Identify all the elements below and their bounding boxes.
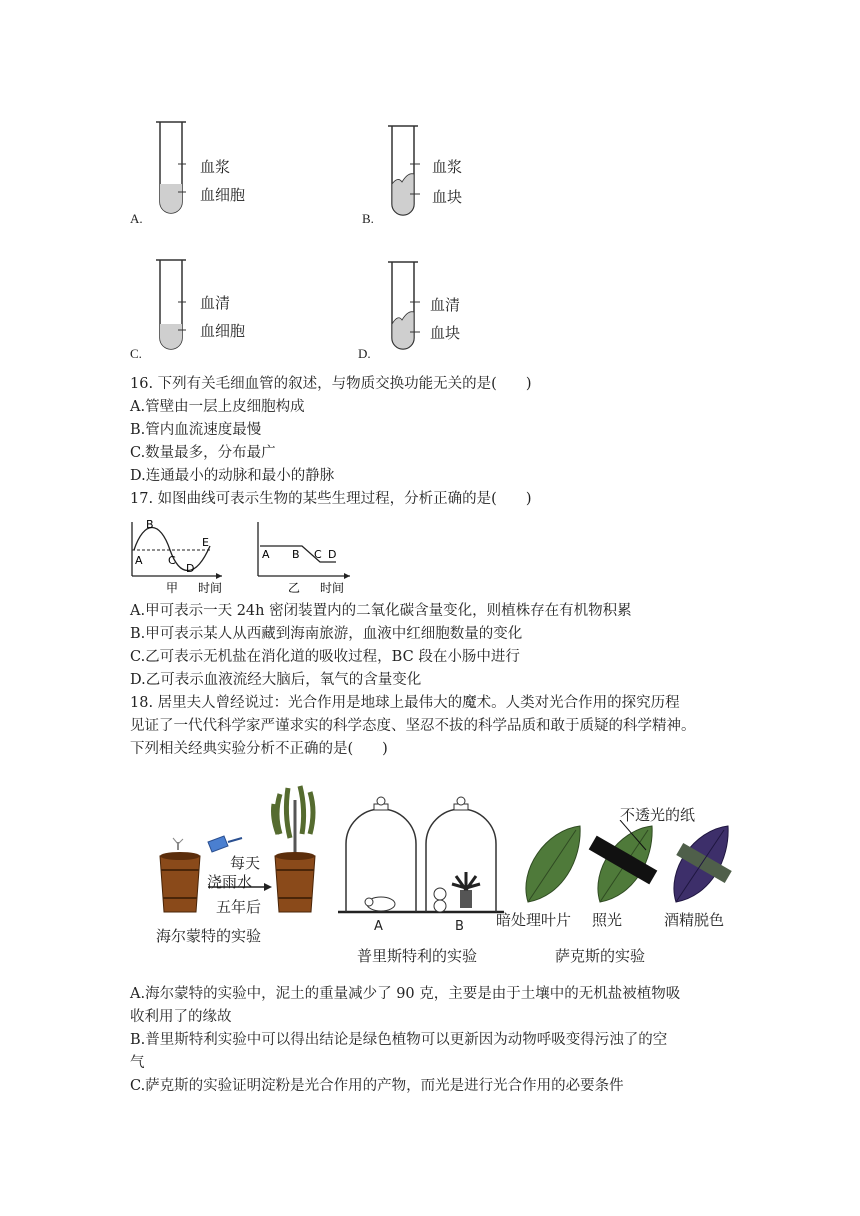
test-tube-icon: [150, 118, 200, 218]
graph-name: 甲: [166, 581, 179, 595]
curve-graphs: [124, 516, 364, 598]
question-18-option-b-line-1[interactable]: B.普里斯特利实验中可以得出结论是绿色植物可以更新因为动物呼吸变得污浊了的空: [130, 1032, 668, 1048]
jar-a-label: A: [374, 919, 383, 934]
sachs-step-1: 暗处理叶片: [496, 911, 572, 929]
jar-b-label: B: [455, 919, 464, 934]
test-tube-icon: [150, 256, 200, 356]
helmont-label-1: 每天: [230, 854, 261, 872]
tube-d-lower-label: 血块: [430, 324, 461, 342]
option-letter: C.: [130, 346, 142, 361]
sachs-figure: [516, 820, 746, 910]
question-16-option-a[interactable]: A.管壁由一层上皮细胞构成: [130, 399, 305, 415]
point-label: D: [186, 562, 195, 575]
question-18-option-a-line-2[interactable]: 收利用了的缘故: [130, 1009, 232, 1025]
tube-c-lower-label: 血细胞: [200, 322, 246, 340]
point-label: D: [328, 548, 337, 561]
sachs-step-3: 酒精脱色: [664, 911, 725, 929]
helmont-caption: 海尔蒙特的实验: [156, 927, 262, 945]
option-letter: D.: [358, 346, 371, 361]
question-17-option-d[interactable]: D.乙可表示血液流经大脑后，氧气的含量变化: [130, 672, 422, 688]
point-label: C: [168, 554, 176, 567]
sachs-step-2: 照光: [592, 911, 623, 929]
tube-a-lower-label: 血细胞: [200, 186, 246, 204]
question-18-option-c[interactable]: C.萨克斯的实验证明淀粉是光合作用的产物，而光是进行光合作用的必要条件: [130, 1078, 624, 1094]
point-label: B: [146, 518, 154, 531]
option-letter: A.: [130, 211, 143, 226]
graph-name: 乙: [288, 581, 301, 595]
tube-b-lower-label: 血块: [432, 188, 463, 206]
question-17-option-b[interactable]: B.甲可表示某人从西藏到海南旅游，血液中红细胞数量的变化: [130, 626, 523, 642]
question-18-stem-line-3: 下列相关经典实验分析不正确的是( ): [130, 741, 388, 757]
sachs-caption: 萨克斯的实验: [555, 947, 646, 965]
question-17-option-c[interactable]: C.乙可表示无机盐在消化道的吸收过程，BC 段在小肠中进行: [130, 649, 520, 665]
question-18-option-a-line-1[interactable]: A.海尔蒙特的实验中，泥土的重量减少了 90 克，主要是由于土壤中的无机盐被植物吸: [130, 986, 681, 1002]
option-letter: B.: [362, 211, 374, 226]
tube-a-upper-label: 血浆: [200, 158, 231, 176]
test-tube-icon: [382, 258, 432, 358]
question-16-option-c[interactable]: C.数量最多，分布最广: [130, 445, 276, 461]
point-label: A: [262, 548, 270, 561]
question-16-option-b[interactable]: B.管内血流速度最慢: [130, 422, 262, 438]
question-16-stem: 16. 下列有关毛细血管的叙述，与物质交换功能无关的是( ): [130, 376, 532, 392]
tube-b-upper-label: 血浆: [432, 158, 463, 176]
tube-c-upper-label: 血清: [200, 294, 231, 312]
point-label: B: [292, 548, 300, 561]
question-18-stem-line-2: 见证了一代代科学家严谨求实的科学态度、坚忍不拔的科学品质和敢于质疑的科学精神。: [130, 718, 696, 734]
question-17-option-a[interactable]: A.甲可表示一天 24h 密闭装置内的二氧化碳含量变化，则植株存在有机物积累: [130, 603, 632, 619]
tube-d-upper-label: 血清: [430, 296, 461, 314]
question-18-stem-line-1: 18. 居里夫人曾经说过：光合作用是地球上最伟大的魔术。人类对光合作用的探究历程: [130, 695, 680, 711]
axis-label: 时间: [198, 581, 223, 595]
test-tube-icon: [382, 122, 432, 222]
priestley-caption: 普里斯特利的实验: [357, 947, 478, 965]
graph-yi: [258, 522, 350, 595]
question-18-option-b-line-2[interactable]: 气: [130, 1055, 145, 1071]
helmont-label-2: 浇雨水: [207, 873, 253, 891]
point-label: E: [202, 536, 209, 549]
graph-jia: [132, 518, 222, 595]
priestley-figure: [336, 792, 506, 922]
helmont-label-3: 五年后: [216, 898, 262, 916]
point-label: C: [314, 548, 322, 561]
axis-label: 时间: [320, 581, 345, 595]
opaque-paper-label: 不透光的纸: [620, 806, 696, 824]
point-label: A: [135, 554, 143, 567]
question-17-stem: 17. 如图曲线可表示生物的某些生理过程，分析正确的是( ): [130, 491, 532, 507]
question-16-option-d[interactable]: D.连通最小的动脉和最小的静脉: [130, 468, 335, 484]
